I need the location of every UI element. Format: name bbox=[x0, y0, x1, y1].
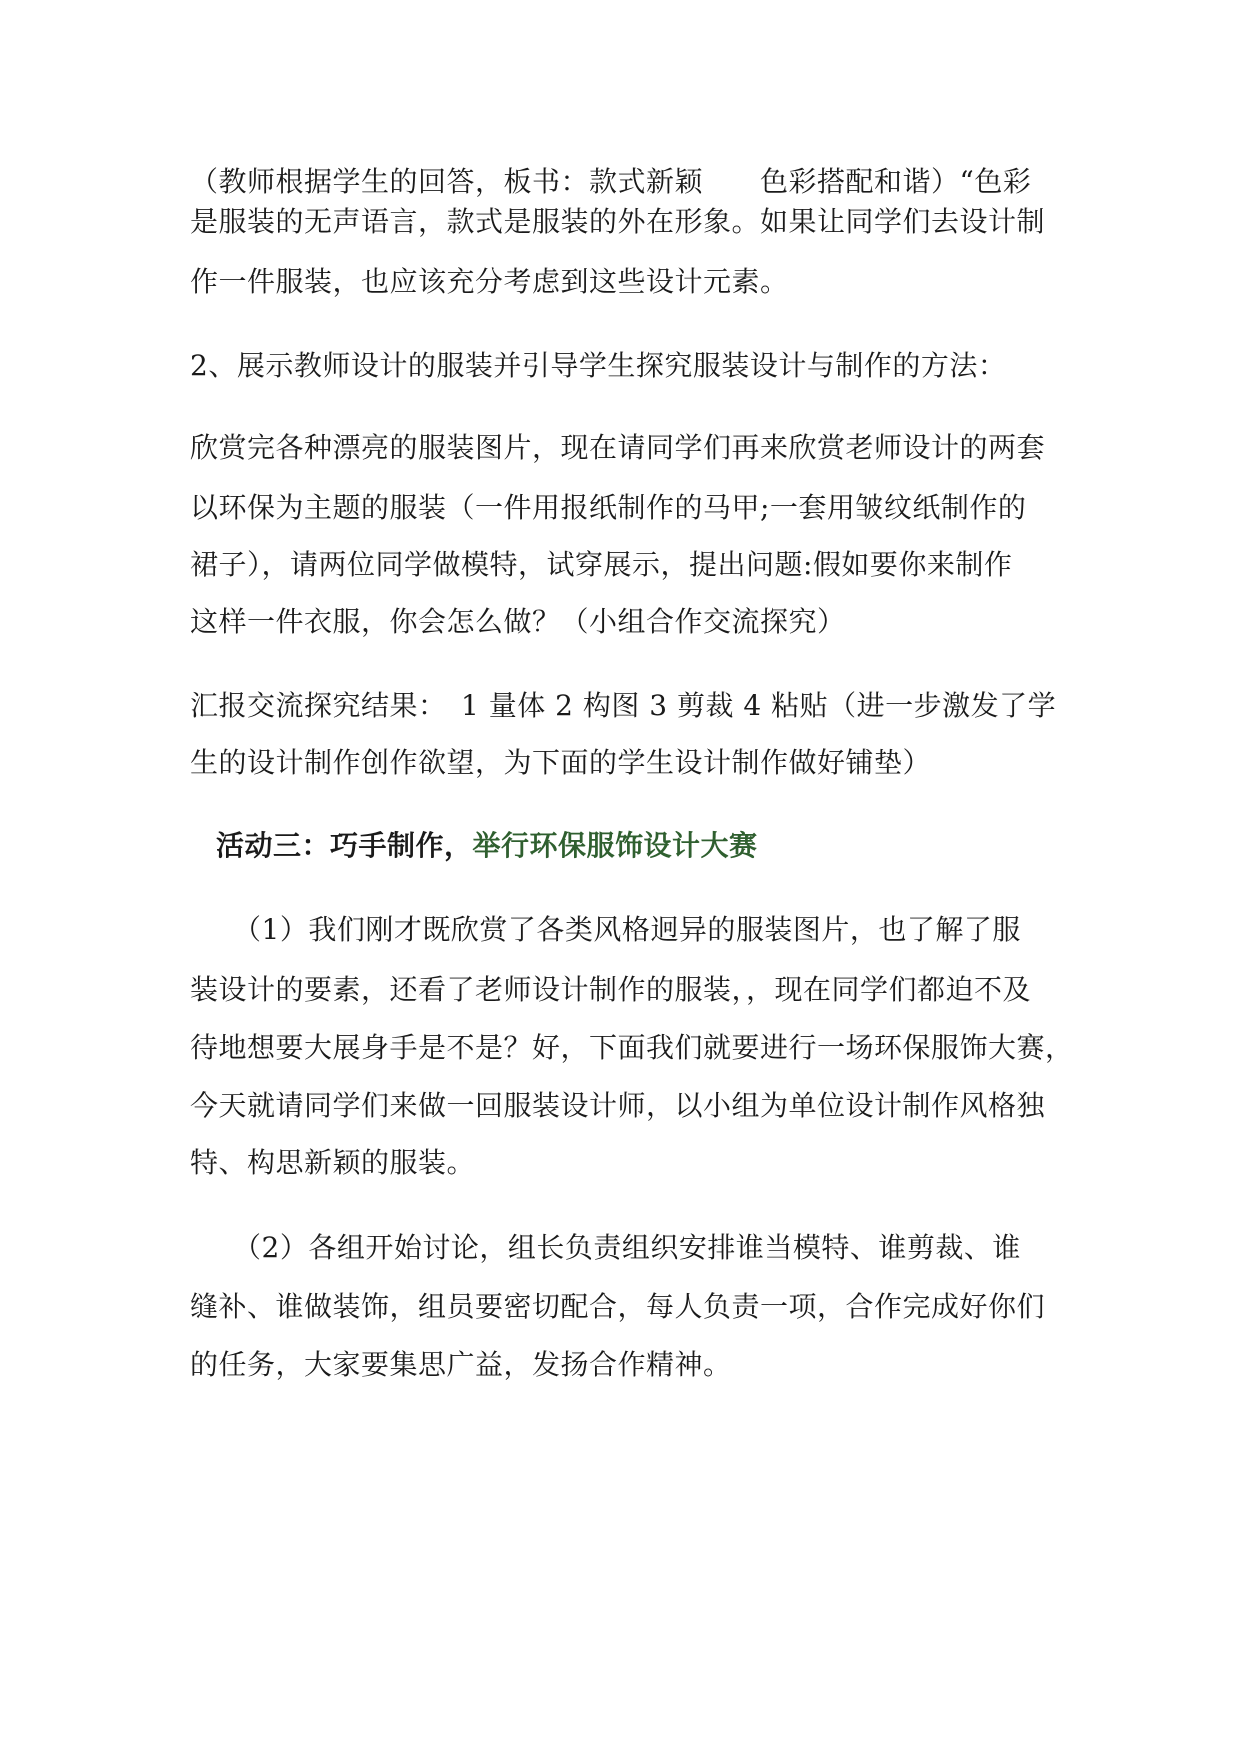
paragraph-3-line-1: 欣赏完各种漂亮的服装图片，现在请同学们再来欣赏老师设计的两套 bbox=[190, 431, 1046, 464]
activity-heading bbox=[216, 826, 758, 866]
paragraph-3-line-3: 裙子），请两位同学做模特，试穿展示，提出问题:假如要你来制作 bbox=[190, 548, 1013, 581]
paragraph-6-line-3: 的任务，大家要集思广益，发扬合作精神。 bbox=[190, 1348, 732, 1381]
paragraph-5-line-1: （1）我们刚才既欣赏了各类风格迥异的服装图片，也了解了服 bbox=[190, 913, 1021, 946]
paragraph-3-line-2: 以环保为主题的服装（一件用报纸制作的马甲;一套用皱纹纸制作的 bbox=[190, 491, 1027, 524]
paragraph-4-line-1: 汇报交流探究结果： 1 量体 2 构图 3 剪裁 4 粘贴（进一步激发了学 bbox=[190, 689, 1057, 722]
paragraph-5-line-5: 特、构思新颖的服装。 bbox=[190, 1146, 476, 1179]
paragraph-1-line-3: 作一件服装，也应该充分考虑到这些设计元素。 bbox=[190, 265, 789, 298]
paragraph-6-line-2: 缝补、谁做装饰，组员要密切配合，每人负责一项，合作完成好你们 bbox=[190, 1290, 1046, 1323]
paragraph-5-line-4: 今天就请同学们来做一回服装设计师，以小组为单位设计制作风格独 bbox=[190, 1089, 1046, 1122]
paragraph-6-line-1: （2）各组开始讨论，组长负责组织安排谁当模特、谁剪裁、谁 bbox=[190, 1231, 1021, 1264]
paragraph-4-line-2: 生的设计制作创作欲望，为下面的学生设计制作做好铺垫） bbox=[190, 746, 932, 779]
paragraph-1-line-2: 是服装的无声语言，款式是服装的外在形象。如果让同学们去设计制 bbox=[190, 205, 1046, 238]
paragraph-1-line-1: （教师根据学生的回答，板书：款式新颖 色彩搭配和谐）“色彩 bbox=[190, 165, 1032, 198]
paragraph-3-line-4: 这样一件衣服，你会怎么做？（小组合作交流探究） bbox=[190, 605, 846, 638]
paragraph-2-line-1: 2、展示教师设计的服装并引导学生探究服装设计与制作的方法： bbox=[190, 349, 1007, 382]
paragraph-5-line-3: 待地想要大展身手是不是？好，下面我们就要进行一场环保服饰大赛， bbox=[190, 1031, 1074, 1064]
paragraph-5-line-2: 装设计的要素，还看了老师设计制作的服装，，现在同学们都迫不及 bbox=[190, 973, 1032, 1006]
activity-heading-highlight: 举行环保服饰设计大赛 bbox=[472, 829, 758, 862]
activity-heading-prefix: 活动三：巧手制作， bbox=[216, 829, 473, 862]
